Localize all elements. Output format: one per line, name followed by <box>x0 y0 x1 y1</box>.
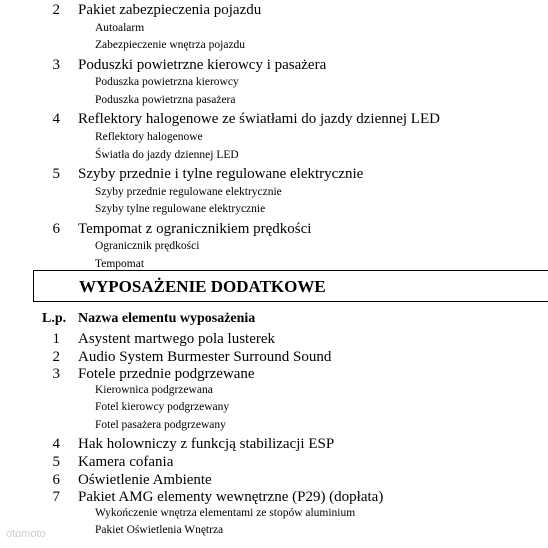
item-number: 2 <box>52 348 60 365</box>
item-name: Pakiet AMG elementy wewnętrzne (P29) (dopłata) <box>78 489 384 506</box>
item-name: Kamera cofania <box>78 453 174 470</box>
item-number: 7 <box>52 489 60 506</box>
list-item <box>0 435 548 453</box>
list-item <box>0 330 548 348</box>
list-item <box>0 110 548 128</box>
sub-item: Fotel pasażera podgrzewany <box>95 418 226 431</box>
column-header-name: Nazwa elementu wyposażenia <box>78 311 256 326</box>
sub-item: Pakiet Oświetlenia Wnętrza <box>95 524 224 537</box>
item-name: Hak holowniczy z funkcją stabilizacji ESP <box>78 436 335 453</box>
item-number: 5 <box>52 453 60 470</box>
list-item <box>0 348 548 366</box>
sub-item: Kierownica podgrzewana <box>95 383 213 396</box>
item-number: 5 <box>52 166 60 183</box>
item-number: 4 <box>52 111 60 128</box>
list-item <box>0 56 548 74</box>
item-name: Poduszki powietrzne kierowcy i pasażera <box>78 56 327 73</box>
sub-item: Tempomat <box>95 257 145 270</box>
sub-item: Światła do jazdy dziennej LED <box>95 148 239 161</box>
item-name: Szyby przednie i tylne regulowane elektrycznie <box>78 166 364 183</box>
sub-item: Wykończenie wnętrza elementami ze stopów aluminium <box>95 506 356 519</box>
sub-item: Autoalarm <box>95 21 145 34</box>
item-number: 1 <box>52 331 60 347</box>
list-item <box>0 365 548 383</box>
item-name: Pakiet zabezpieczenia pojazdu <box>78 2 262 18</box>
list-item <box>0 453 548 471</box>
item-name: Asystent martwego pola lusterek <box>78 331 276 347</box>
item-number: 2 <box>52 2 60 18</box>
sub-item: Szyby tylne regulowane elektrycznie <box>95 203 266 216</box>
item-name: Oświetlenie Ambiente <box>78 471 212 488</box>
item-number: 6 <box>52 220 60 237</box>
sub-item: Poduszka powietrzna pasażera <box>95 93 236 106</box>
list-item <box>0 165 548 183</box>
sub-item: Zabezpieczenie wnętrza pojazdu <box>95 39 246 52</box>
list-item <box>0 471 548 489</box>
list-item <box>0 220 548 238</box>
item-name: Tempomat z ogranicznikiem prędkości <box>78 220 312 237</box>
list-item <box>0 488 548 506</box>
column-header-lp: L.p. <box>42 311 67 326</box>
sub-item: Fotel kierowcy podgrzewany <box>95 401 230 414</box>
item-number: 6 <box>52 471 60 488</box>
sub-item: Ogranicznik prędkości <box>95 240 200 253</box>
item-name: Audio System Burmester Surround Sound <box>78 348 332 365</box>
section-title: WYPOSAŻENIE DODATKOWE <box>79 277 326 296</box>
item-number: 4 <box>52 436 60 453</box>
item-name: Reflektory halogenowe ze światłami do jazdy dziennej LED <box>78 111 440 128</box>
sub-item: Reflektory halogenowe <box>95 130 203 143</box>
list-item <box>0 1 548 19</box>
sub-item: Szyby przednie regulowane elektrycznie <box>95 185 282 198</box>
item-number: 3 <box>52 56 60 73</box>
section-header-box <box>33 270 548 302</box>
watermark: otomoto <box>6 528 46 540</box>
item-number: 3 <box>52 366 60 383</box>
item-name: Fotele przednie podgrzewane <box>78 366 255 383</box>
sub-item: Poduszka powietrzna kierowcy <box>95 76 239 89</box>
